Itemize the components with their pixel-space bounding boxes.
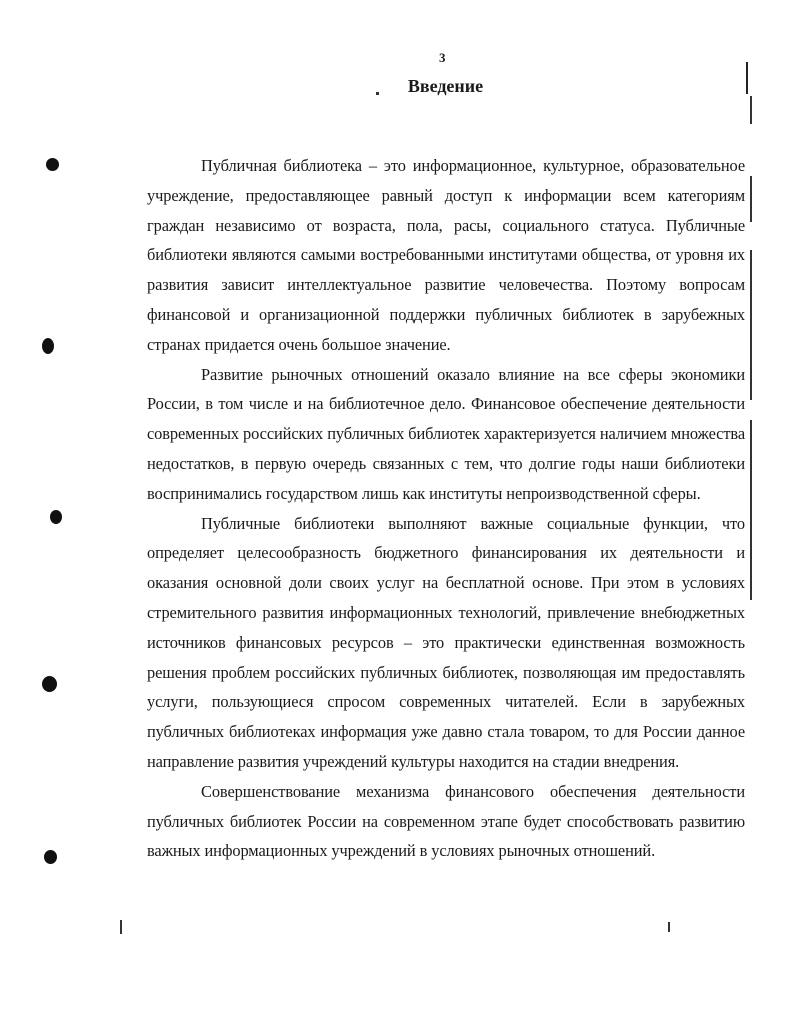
binding-edge-mark: [750, 176, 752, 222]
punch-hole-2: [42, 338, 54, 354]
punch-hole-4: [42, 676, 57, 692]
paragraph: Публичные библиотеки выполняют важные социальные функции, что определяет целесообразность бюджетного финансирования их деятельности и оказания основной доли своих услуг на бесплатной основе. При этом в условиях стремительного развития информационных технологий, привлечение внебюджетных источников финансовых ресурсов – это практически единственная возможность решения проблем российских публичных библиотек, позволяющая им предоставлять услуги, пользующиеся спросом современных читателей. Если в зарубежных публичных библиотеках информация уже давно стала товаром, то для России данное направление развития учреждений культуры находится на стадии внедрения.: [147, 513, 745, 771]
binding-edge-mark: [750, 250, 752, 400]
paragraph: Совершенствование механизма финансового обеспечения деятельности публичных библиотек России на современном этапе будет способствовать развитию важных информационных учреждений в условиях рыночных отношений.: [147, 781, 745, 861]
page-number: 3: [439, 50, 446, 65]
paragraph: Развитие рыночных отношений оказало влияние на все сферы экономики России, в том числе и на библиотечное дело. Финансовое обеспечение деятельности современных российских публичных библиотек характеризуется наличием множества недостатков, в первую очередь связанных с тем, что долгие годы наши библиотеки воспринимались государством лишь как институты непроизводственной сферы.: [147, 364, 745, 503]
scan-speck: [668, 922, 670, 932]
body-text: [147, 151, 745, 866]
paragraph: Публичная библиотека – это информационное, культурное, образовательное учреждение, предоставляющее равный доступ к информации всем категориям граждан независимо от возраста, пола, расы, социального статуса. Публичные библиотеки являются самыми востребованными институтами общества, от уровня их развития зависит интеллектуальное развитие человечества. Поэтому вопросам финансовой и организационной поддержки публичных библиотек в зарубежных странах придается очень большое значение.: [147, 156, 745, 354]
punch-hole-1: [46, 158, 59, 171]
scan-speck: [120, 920, 122, 934]
binding-edge-mark: [750, 420, 752, 600]
page-title: Введение: [407, 76, 484, 96]
binding-edge-mark: [750, 96, 752, 124]
punch-hole-3: [50, 510, 62, 524]
punch-hole-5: [44, 850, 57, 864]
